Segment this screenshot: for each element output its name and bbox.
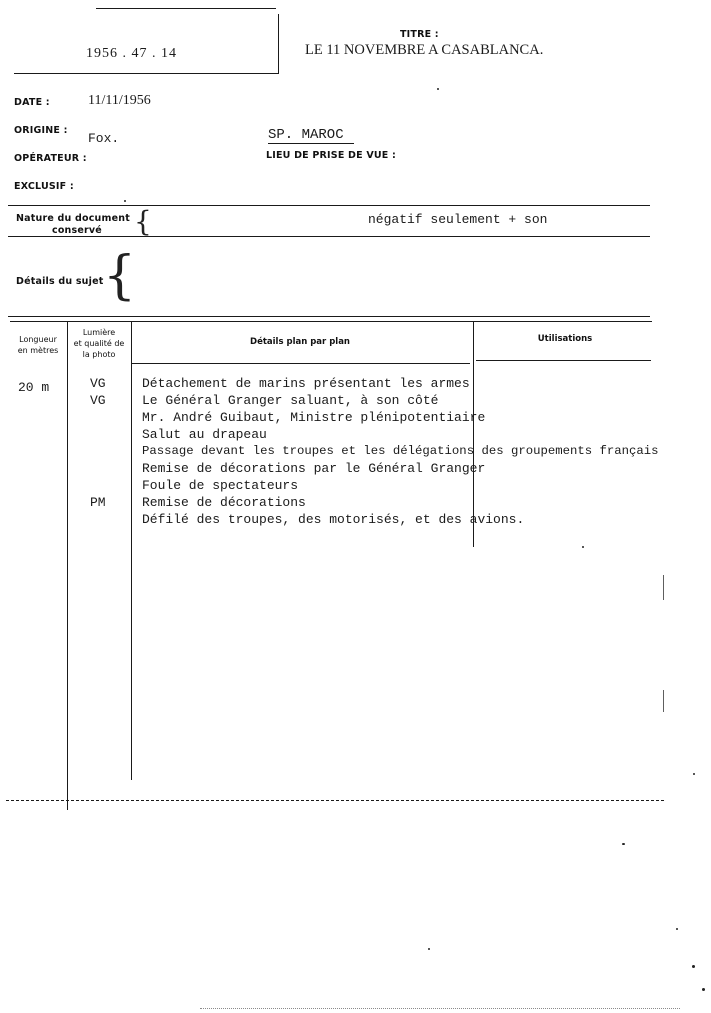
nature-top-line	[8, 205, 650, 206]
table-row-detail: Détachement de marins présentant les armes	[142, 376, 470, 391]
col-divider-1	[67, 322, 68, 810]
scan-speck	[676, 928, 678, 930]
sujet-label: Détails du sujet	[16, 276, 104, 287]
operateur-label: OPÉRATEUR :	[14, 153, 87, 164]
origine-value: Fox.	[88, 131, 120, 146]
date-label: DATE :	[14, 97, 50, 108]
nature-label-line1: Nature du document	[16, 213, 130, 224]
table-row-detail: Remise de décorations	[142, 495, 306, 510]
col-divider-2	[131, 322, 132, 780]
nature-value: négatif seulement + son	[368, 212, 548, 227]
header-lumiere-line3: la photo	[82, 350, 116, 359]
header-longueur-line2: en mètres	[17, 346, 59, 355]
date-value: 11/11/1956	[88, 93, 151, 108]
table-row-detail: Défilé des troupes, des motorisés, et des avions.	[142, 512, 525, 527]
table-row-quality: VG	[90, 376, 106, 391]
table-row-detail: Remise de décorations par le Général Granger	[142, 461, 486, 476]
origine-agency-underline	[268, 143, 354, 144]
nature-brace: {	[134, 205, 152, 238]
header-top-line	[96, 8, 276, 9]
table-row-detail: Mr. André Guibaut, Ministre plénipotentiaire	[142, 410, 486, 425]
table-top-line	[10, 321, 652, 322]
lieu-label: LIEU DE PRISE DE VUE :	[266, 150, 396, 161]
scan-speck	[124, 200, 126, 202]
origine-label: ORIGINE :	[14, 125, 68, 136]
scan-speck	[428, 948, 430, 950]
header-longueur	[10, 334, 66, 356]
table-row-detail: Passage devant les troupes et les délégations des groupements français	[142, 444, 659, 458]
nature-label-line2: conservé	[52, 225, 102, 236]
header-utilisations: Utilisations	[537, 334, 593, 344]
table-row-detail: Le Général Granger saluant, à son côté	[142, 393, 439, 408]
scan-speck	[692, 965, 695, 968]
sujet-brace: {	[103, 246, 137, 306]
header-lumiere-line2: et qualité de	[73, 339, 125, 348]
table-bottom-line	[6, 800, 664, 801]
table-bottom-dots	[200, 1008, 680, 1009]
header-lumiere	[67, 327, 131, 360]
title-label: TITRE :	[400, 29, 439, 40]
table-row-detail: Foule de spectateurs	[142, 478, 299, 493]
table-row-detail: Salut au drapeau	[142, 427, 267, 442]
longueur-value: 20 m	[18, 380, 50, 395]
details-header-underline	[132, 363, 470, 364]
exclusif-label: EXCLUSIF :	[14, 181, 74, 192]
header-longueur-line1: Longueur	[19, 335, 57, 344]
utilisations-mark	[663, 575, 664, 600]
header-lumiere-line1: Lumière	[82, 328, 116, 337]
table-row-quality: PM	[90, 495, 106, 510]
nature-bottom-line	[8, 236, 650, 237]
scan-speck	[582, 546, 584, 548]
sujet-bottom-line	[8, 316, 650, 317]
utilisations-mark	[663, 690, 664, 712]
scan-speck	[437, 88, 439, 90]
scan-speck	[702, 988, 705, 991]
reference-number: 1956 . 47 . 14	[86, 46, 177, 61]
header-divider-line	[278, 14, 279, 74]
origine-value-agency: SP. MAROC	[268, 127, 344, 143]
header-bottom-line	[14, 73, 279, 74]
scan-speck	[622, 843, 625, 845]
table-row-quality: VG	[90, 393, 106, 408]
title-value: LE 11 NOVEMBRE A CASABLANCA.	[305, 42, 544, 58]
utilisations-header-underline	[476, 360, 651, 361]
header-details: Détails plan par plan	[250, 337, 350, 347]
scan-speck	[693, 773, 695, 775]
